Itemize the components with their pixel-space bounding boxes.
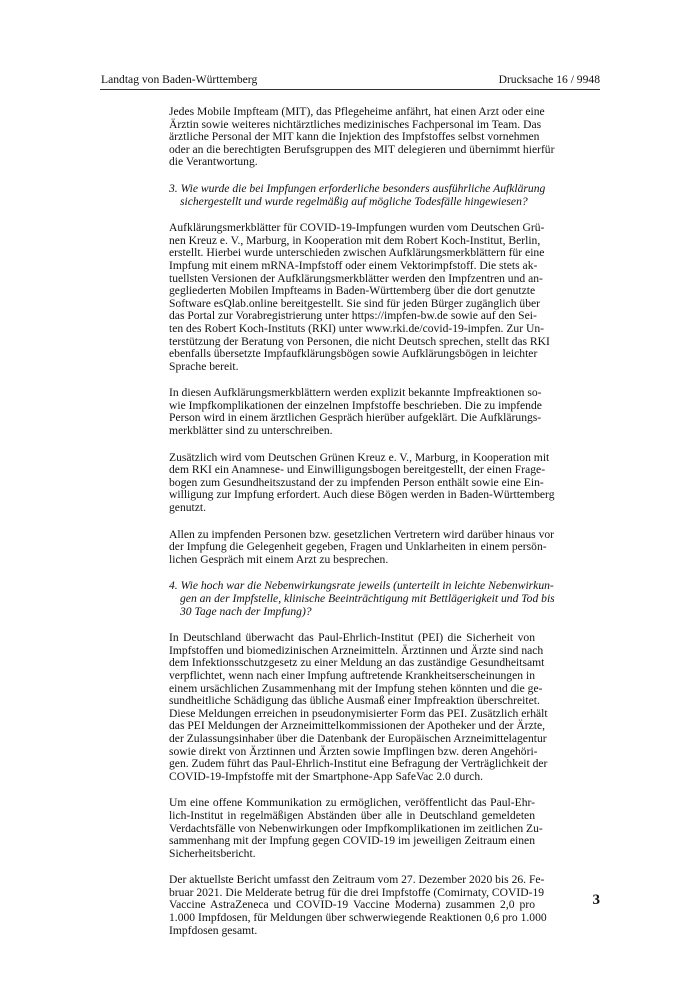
paragraph-line: nen Kreuz e. V., Marburg, in Kooperation mit dem Robert Koch-Institut, Berlin, xyxy=(169,233,541,247)
paragraph-line: dem Infektionsschutzgesetz zu einer Meldung an das zuständige Gesundheitsamt xyxy=(169,656,545,670)
paragraph-line: gen. Zudem führt das Paul-Ehrlich-Institut eine Befragung der Verträglichkeit der xyxy=(169,757,548,771)
paragraph-line: Diese Meldungen erreichen in pseudonymisierter Form das PEI. Zusätzlich erhält xyxy=(169,706,548,720)
document-body xyxy=(169,105,555,951)
header-divider xyxy=(100,89,600,90)
paragraph-line: 4. Wie hoch war die Nebenwirkungsrate jeweils (unterteilt in leichte Nebenwirkun- xyxy=(169,579,554,593)
paragraph-line: sowie direkt von Ärztinnen und Ärzten sowie Impflingen bzw. deren Angehöri- xyxy=(169,744,538,758)
paragraph-line: bogen zum Gesundheitszustand der zu impfenden Person enthält sowie eine Ein- xyxy=(169,475,544,489)
paragraph-line: lichen Gespräch mit einem Arzt zu besprechen. xyxy=(169,552,389,566)
paragraph-line: Sprache bereit. xyxy=(169,359,239,373)
paragraph-line: 30 Tage nach der Impfung)? xyxy=(180,604,312,618)
paragraph-line: Vaccine AstraZeneca und COVID-19 Vaccine Moderna) zusammen 2,0 pro xyxy=(169,898,535,912)
body-paragraph xyxy=(169,873,547,937)
body-paragraph xyxy=(169,386,542,438)
paragraph-line: 3. Wie wurde die bei Impfungen erforderliche besonders ausführliche Aufklärung xyxy=(169,181,546,195)
paragraph-line: Um eine offene Kommunikation zu ermöglichen, veröffentlicht das Paul-Ehr- xyxy=(169,796,535,810)
paragraph-line: genutzt. xyxy=(169,501,207,515)
paragraph-line: Zusätzlich wird vom Deutschen Grünen Kreuz e. V., Marburg, in Kooperation mit xyxy=(169,450,550,464)
header-document-number: Drucksache 16 / 9948 xyxy=(498,73,600,86)
paragraph-line: merkblätter sind zu unterschreiben. xyxy=(169,424,333,438)
paragraph-line: einem ursächlichen Zusammenhang mit der Impfung stehen könnten und die ge- xyxy=(169,681,543,695)
paragraph-line: Aufklärungsmerkblätter für COVID-19-Impfungen wurden vom Deutschen Grü- xyxy=(169,221,545,235)
paragraph-line: das Portal zur Vorabregistrierung unter https://impfen-bw.de sowie auf den Sei- xyxy=(169,309,537,323)
paragraph-line: Allen zu impfenden Personen bzw. gesetzlichen Vertretern wird darüber hinaus vor xyxy=(169,527,555,541)
paragraph-line: oder an die berechtigten Berufsgruppen des MIT delegieren und übernimmt hierfür xyxy=(169,142,555,156)
paragraph-line: Impfdosen gesamt. xyxy=(169,923,258,937)
paragraph-line: Jedes Mobile Impfteam (MIT), das Pflegeheime anfährt, hat einen Arzt oder eine xyxy=(169,105,545,118)
paragraph-line: lich-Institut in regelmäßigen Abständen über alle in Deutschland gemeldeten xyxy=(169,808,535,822)
paragraph-line: dem RKI ein Anamnese- und Einwilligungsbogen bereitgestellt, der einen Frage- xyxy=(169,463,546,477)
paragraph-line: wie Impfkomplikationen der einzelnen Impfstoffe beschrieben. Die zu impfende xyxy=(169,398,542,412)
paragraph-line: ebenfalls übersetzte Impfaufklärungsbögen sowie Aufklärungsbögen in leichter xyxy=(169,347,538,361)
paragraph-line: Person wird in einem ärztlichen Gespräch hierüber aufgeklärt. Die Aufklärungs- xyxy=(169,411,542,425)
body-paragraph xyxy=(169,221,550,373)
page-number: 3 xyxy=(592,892,600,908)
body-paragraph xyxy=(169,527,555,567)
paragraph-line: Software esQlab.online bereitgestellt. Sie sind für jeden Bürger zugänglich über xyxy=(169,296,540,310)
paragraph-line: ärztliche Personal der MIT kann die Injektion des Impfstoffes selbst vornehmen xyxy=(169,130,540,144)
paragraph-line: In Deutschland überwacht das Paul-Ehrlich-Institut (PEI) die Sicherheit von xyxy=(169,631,535,645)
paragraph-line: der Zulassungsinhaber über die Datenbank der Europäischen Arzneimittelagentur xyxy=(169,731,547,745)
paragraph-line: Ärztin sowie weiteres nichtärztliches medizinisches Fachpersonal im Team. Das xyxy=(169,117,542,131)
paragraph-line: terstützung der Beratung von Personen, die nicht Deutsch sprechen, stellt das RKI xyxy=(169,334,550,348)
body-paragraph xyxy=(169,796,543,860)
paragraph-line: In diesen Aufklärungsmerkblättern werden explizit bekannte Impfreaktionen so- xyxy=(169,386,542,400)
body-paragraph xyxy=(169,450,555,515)
paragraph-line: der Impfung die Gelegenheit gegeben, Fragen und Unklarheiten in einem persön- xyxy=(169,540,547,554)
paragraph-line: Impfung mit einem mRNA-Impfstoff oder einem Vektorimpfstoff. Die stets ak- xyxy=(169,258,538,272)
paragraph-line: Der aktuellste Bericht umfasst den Zeitraum vom 27. Dezember 2020 bis 26. Fe- xyxy=(169,873,545,887)
paragraph-line: gen an der Impfstelle, klinische Beeinträchtigung mit Bettlägerigkeit und Tod bis xyxy=(180,592,555,605)
paragraph-line: gegliederten Mobilen Impfteams in Baden-Württemberg über die dort genutzte xyxy=(169,284,536,298)
paragraph-line: tuellsten Versionen der Aufklärungsmerkblätter werden den Impfzentren und an- xyxy=(169,271,543,285)
paragraph-line: Impfstoffen und biomedizinischen Arzneimitteln. Ärztinnen und Ärzte sind nach xyxy=(169,643,544,657)
paragraph-line: COVID-19-Impfstoffe mit der Smartphone-App SafeVac 2.0 durch. xyxy=(169,769,484,783)
paragraph-line: sichergestellt und wurde regelmäßig auf mögliche Todesfälle hingewiesen? xyxy=(180,194,528,208)
paragraph-line: ten des Robert Koch-Instituts (RKI) unter www.rki.de/covid-19-impfen. Zur Un- xyxy=(169,321,544,335)
paragraph-line: sammenhang mit der Impfung gegen COVID-19 im jeweiligen Zeitraum einen xyxy=(169,834,535,848)
paragraph-line: das PEI Meldungen der Arzneimittelkommissionen der Apotheker und der Ärzte, xyxy=(169,719,546,733)
paragraph-line: erstellt. Hierbei wurde unterschieden zwischen Aufklärungsmerkblättern für eine xyxy=(169,246,545,260)
paragraph-line: Sicherheitsbericht. xyxy=(169,846,256,860)
paragraph-line: bruar 2021. Die Melderate betrug für die drei Impfstoffe (Comirnaty, COVID-19 xyxy=(169,885,545,899)
question-paragraph xyxy=(169,579,555,618)
body-paragraph xyxy=(169,105,555,169)
paragraph-line: 1.000 Impfdosen, für Meldungen über schwerwiegende Reaktionen 0,6 pro 1.000 xyxy=(169,911,547,925)
paragraph-line: Verdachtsfälle von Nebenwirkungen oder Impfkomplikationen im zeitlichen Zu- xyxy=(169,821,543,835)
paragraph-line: sundheitliche Schädigung das übliche Ausmaß einer Impfreaktion überschreitet. xyxy=(169,694,540,708)
body-paragraph xyxy=(169,631,548,783)
paragraph-line: verpflichtet, wenn nach einer Impfung auftretende Krankheitserscheinungen in xyxy=(169,668,535,682)
paragraph-line: die Verantwortung. xyxy=(169,155,258,169)
header-left-title: Landtag von Baden-Württemberg xyxy=(101,73,258,86)
paragraph-line: willigung zur Impfung erfordert. Auch diese Bögen werden in Baden-Württemberg xyxy=(169,488,555,502)
question-paragraph xyxy=(169,181,546,208)
